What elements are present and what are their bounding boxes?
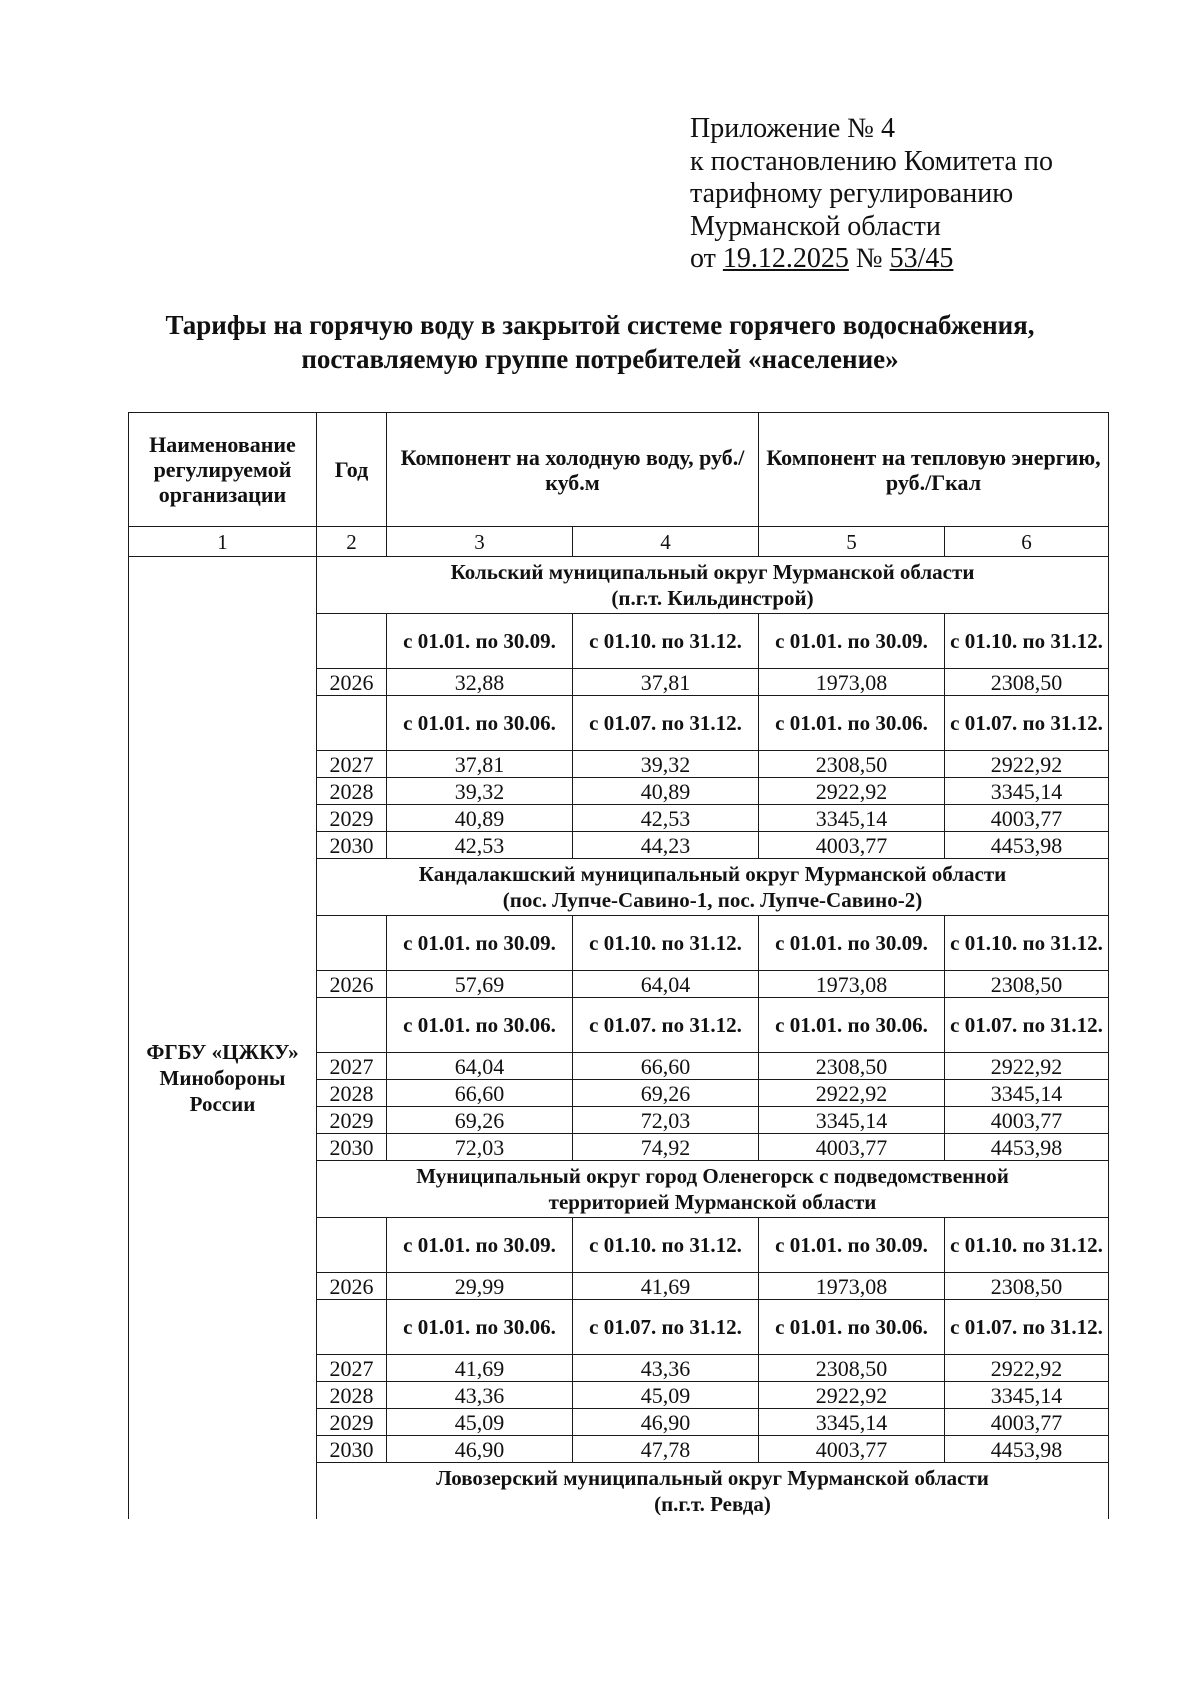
year-cell: 2029 (317, 805, 387, 832)
tariff-value: 45,09 (573, 1382, 759, 1409)
document-title-line-2: поставляемую группе потребителей «население» (301, 344, 899, 374)
tariff-value: 39,32 (387, 778, 573, 805)
tariff-value: 45,09 (387, 1409, 573, 1436)
year-cell: 2030 (317, 1134, 387, 1161)
tariff-value: 40,89 (573, 778, 759, 805)
tariff-value: 43,36 (573, 1355, 759, 1382)
tariff-value: 72,03 (573, 1107, 759, 1134)
column-number: 5 (759, 527, 945, 557)
tariff-value: 2308,50 (945, 971, 1109, 998)
period-label: с 01.07. по 31.12. (573, 998, 759, 1053)
period-label: с 01.01. по 30.06. (387, 1300, 573, 1355)
header-row (129, 413, 1109, 527)
tariff-value: 2922,92 (945, 1355, 1109, 1382)
year-cell: 2026 (317, 669, 387, 696)
tariff-value: 4453,98 (945, 1134, 1109, 1161)
tariff-value: 3345,14 (759, 1107, 945, 1134)
region-title-line-1: Кольский муниципальный округ Мурманской области (450, 560, 975, 584)
period-label: с 01.07. по 31.12. (573, 696, 759, 751)
period-label: с 01.01. по 30.06. (759, 1300, 945, 1355)
region-title-line-2: (п.г.т. Кильдинстрой) (611, 586, 814, 610)
tariff-value: 46,90 (387, 1436, 573, 1463)
tariff-value: 47,78 (573, 1436, 759, 1463)
tariff-value: 4003,77 (945, 1107, 1109, 1134)
tariff-value: 64,04 (573, 971, 759, 998)
period-label: с 01.01. по 30.06. (387, 998, 573, 1053)
period-year-cell (317, 1218, 387, 1273)
tariff-value: 3345,14 (759, 1409, 945, 1436)
tariff-value: 4003,77 (759, 832, 945, 859)
tariff-value: 41,69 (387, 1355, 573, 1382)
period-label: с 01.07. по 31.12. (945, 998, 1109, 1053)
period-label: с 01.01. по 30.09. (759, 614, 945, 669)
tariff-table-body (129, 413, 1109, 1520)
region-title-line-2: территорией Мурманской области (548, 1190, 877, 1214)
tariff-value: 74,92 (573, 1134, 759, 1161)
year-cell: 2028 (317, 778, 387, 805)
year-cell: 2027 (317, 1355, 387, 1382)
column-number: 2 (317, 527, 387, 557)
column-number: 1 (129, 527, 317, 557)
year-cell: 2027 (317, 1053, 387, 1080)
tariff-value: 29,99 (387, 1273, 573, 1300)
tariff-value: 42,53 (387, 832, 573, 859)
tariff-value: 72,03 (387, 1134, 573, 1161)
tariff-value: 66,60 (387, 1080, 573, 1107)
period-label: с 01.01. по 30.06. (759, 696, 945, 751)
tariff-value: 2922,92 (945, 751, 1109, 778)
header-heat-energy: Компонент на тепловую энергию, руб./Гкал (759, 413, 1109, 527)
tariff-value: 57,69 (387, 971, 573, 998)
year-cell: 2028 (317, 1382, 387, 1409)
tariff-value: 32,88 (387, 669, 573, 696)
header-cold-water: Компонент на холодную воду, руб./куб.м (387, 413, 759, 527)
period-label: с 01.01. по 30.06. (387, 696, 573, 751)
region-title (317, 1463, 1109, 1520)
tariff-value: 2922,92 (759, 1382, 945, 1409)
header-year: Год (317, 413, 387, 527)
region-title (317, 557, 1109, 614)
region-title-line-2: (п.г.т. Ревда) (654, 1492, 771, 1516)
period-year-cell (317, 916, 387, 971)
appendix-block (690, 113, 1110, 276)
region-title (317, 859, 1109, 916)
period-label: с 01.01. по 30.09. (759, 916, 945, 971)
header-org: Наименование регулируемой организации (129, 413, 317, 527)
period-label: с 01.10. по 31.12. (945, 916, 1109, 971)
period-label: с 01.10. по 31.12. (945, 614, 1109, 669)
year-cell: 2029 (317, 1409, 387, 1436)
document-title (100, 308, 1100, 376)
tariff-value: 3345,14 (945, 1382, 1109, 1409)
tariff-value: 37,81 (387, 751, 573, 778)
region-title-line-1: Кандалакшский муниципальный округ Мурманской области (418, 862, 1007, 886)
tariff-value: 4453,98 (945, 1436, 1109, 1463)
tariff-value: 40,89 (387, 805, 573, 832)
period-label: с 01.10. по 31.12. (945, 1218, 1109, 1273)
tariff-value: 3345,14 (945, 1080, 1109, 1107)
resolution-number: 53/45 (889, 243, 954, 274)
tariff-value: 44,23 (573, 832, 759, 859)
column-number: 4 (573, 527, 759, 557)
year-cell: 2028 (317, 1080, 387, 1107)
period-label: с 01.01. по 30.06. (759, 998, 945, 1053)
tariff-value: 42,53 (573, 805, 759, 832)
region-title-line-2: (пос. Лупче-Савино-1, пос. Лупче-Савино-2) (502, 888, 923, 912)
tariff-value: 2308,50 (759, 751, 945, 778)
year-cell: 2026 (317, 1273, 387, 1300)
tariff-value: 43,36 (387, 1382, 573, 1409)
tariff-value: 46,90 (573, 1409, 759, 1436)
period-label: с 01.01. по 30.09. (759, 1218, 945, 1273)
tariff-value: 37,81 (573, 669, 759, 696)
tariff-value: 3345,14 (759, 805, 945, 832)
period-label: с 01.07. по 31.12. (945, 1300, 1109, 1355)
year-cell: 2029 (317, 1107, 387, 1134)
period-year-cell (317, 696, 387, 751)
period-label: с 01.01. по 30.09. (387, 614, 573, 669)
tariff-value: 39,32 (573, 751, 759, 778)
period-label: с 01.10. по 31.12. (573, 916, 759, 971)
period-label: с 01.10. по 31.12. (573, 614, 759, 669)
tariff-value: 2922,92 (945, 1053, 1109, 1080)
appendix-line-1: Приложение № 4 (690, 113, 895, 144)
tariff-value: 4003,77 (945, 1409, 1109, 1436)
tariff-value: 2922,92 (759, 778, 945, 805)
tariff-table (128, 412, 1109, 1519)
tariff-value: 4453,98 (945, 832, 1109, 859)
period-label: с 01.10. по 31.12. (573, 1218, 759, 1273)
tariff-value: 2308,50 (759, 1355, 945, 1382)
region-title (317, 1161, 1109, 1218)
column-number-row (129, 527, 1109, 557)
tariff-value: 2308,50 (759, 1053, 945, 1080)
tariff-value: 41,69 (573, 1273, 759, 1300)
period-label: с 01.07. по 31.12. (945, 696, 1109, 751)
region-title-line-1: Муниципальный округ город Оленегорск с подведомственной (416, 1164, 1009, 1188)
tariff-value: 64,04 (387, 1053, 573, 1080)
document-title-line-1: Тарифы на горячую воду в закрытой системе горячего водоснабжения, (165, 310, 1035, 340)
tariff-value: 66,60 (573, 1053, 759, 1080)
appendix-line-2: к постановлению Комитета по (690, 145, 1053, 177)
tariff-value: 4003,77 (759, 1134, 945, 1161)
column-number: 6 (945, 527, 1109, 557)
tariff-value: 2308,50 (945, 1273, 1109, 1300)
period-year-cell (317, 1300, 387, 1355)
tariff-value: 3345,14 (945, 778, 1109, 805)
date-prefix: от (690, 243, 716, 274)
year-cell: 2027 (317, 751, 387, 778)
tariff-value: 1973,08 (759, 1273, 945, 1300)
organization-name-text: ФГБУ «ЦЖКУ» Минобороны России (146, 1040, 299, 1116)
organization-name (129, 557, 317, 1520)
appendix-date-line (690, 243, 1110, 276)
appendix-line-4: Мурманской области (690, 210, 941, 242)
resolution-date: 19.12.2025 (722, 243, 849, 274)
tariff-value: 4003,77 (759, 1436, 945, 1463)
region-row (129, 557, 1109, 614)
tariff-value: 2308,50 (945, 669, 1109, 696)
period-label: с 01.01. по 30.09. (387, 916, 573, 971)
year-cell: 2030 (317, 1436, 387, 1463)
tariff-value: 4003,77 (945, 805, 1109, 832)
year-cell: 2026 (317, 971, 387, 998)
region-title-line-1: Ловозерский муниципальный округ Мурманской области (436, 1466, 989, 1490)
period-label: с 01.01. по 30.09. (387, 1218, 573, 1273)
column-number: 3 (387, 527, 573, 557)
period-label: с 01.07. по 31.12. (573, 1300, 759, 1355)
tariff-value: 69,26 (387, 1107, 573, 1134)
period-year-cell (317, 614, 387, 669)
tariff-value: 69,26 (573, 1080, 759, 1107)
tariff-value: 2922,92 (759, 1080, 945, 1107)
period-year-cell (317, 998, 387, 1053)
number-prefix: № (855, 243, 883, 274)
tariff-value: 1973,08 (759, 669, 945, 696)
appendix-line-3: тарифному регулированию (690, 178, 1014, 209)
year-cell: 2030 (317, 832, 387, 859)
tariff-value: 1973,08 (759, 971, 945, 998)
